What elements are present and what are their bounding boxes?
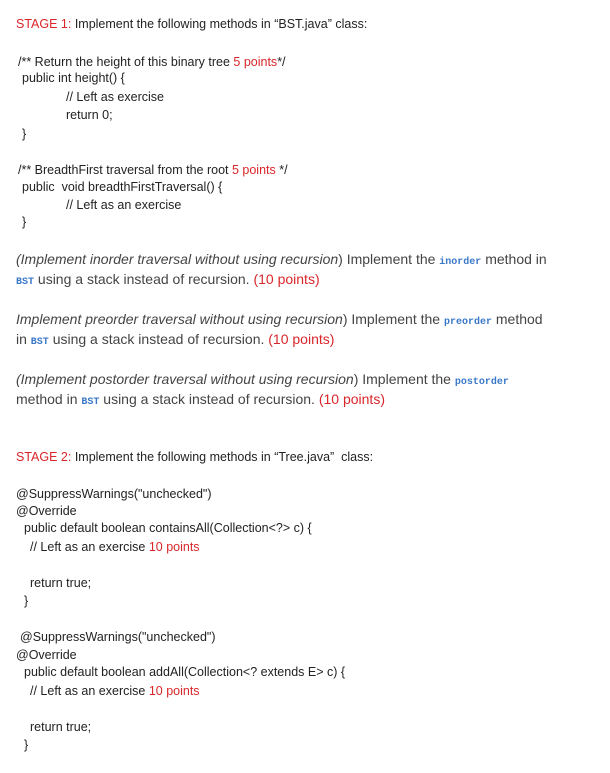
preorder-tail: using a stack instead of recursion. <box>48 331 269 347</box>
containsall-annotation-suppress: @SuppressWarnings("unchecked") <box>16 487 212 501</box>
containsall-annotation-override: @Override <box>16 504 77 518</box>
containsall-signature: public default boolean containsAll(Collection<?> c) { <box>24 521 312 535</box>
height-signature: public int height() { <box>22 71 125 85</box>
addall-signature: public default boolean addAll(Collection<? extends E> c) { <box>24 665 346 679</box>
addall-annotation-override: @Override <box>16 648 77 662</box>
postorder-lead: (Implement postorder traversal without using recursion <box>16 371 354 387</box>
bft-comment-end: */ <box>275 163 288 177</box>
inorder-code-method: inorder <box>439 257 482 268</box>
inorder-mid2: method in <box>481 251 547 267</box>
postorder-line2 <box>16 390 385 412</box>
height-body-comment: // Left as exercise <box>66 90 164 104</box>
postorder-pre2: method in <box>16 391 82 407</box>
preorder-line2 <box>16 330 334 352</box>
bft-close-brace: } <box>22 215 27 229</box>
stage2-heading <box>16 449 373 465</box>
preorder-code-method: preorder <box>443 317 492 328</box>
preorder-points: (10 points) <box>268 331 335 347</box>
containsall-close-brace: } <box>24 594 29 608</box>
height-comment-text: /** Return the height of this binary tree <box>18 55 234 69</box>
addall-comment <box>30 683 200 699</box>
preorder-pre2: in <box>16 331 31 347</box>
postorder-points: (10 points) <box>318 391 385 407</box>
stage1-heading-text: Implement the following methods in “BST.java” class: <box>71 17 368 31</box>
postorder-line1 <box>16 370 509 392</box>
containsall-return: return true; <box>30 576 92 590</box>
bft-comment <box>18 162 288 178</box>
addall-comment-text: // Left as an exercise <box>30 684 149 698</box>
preorder-code-class: BST <box>30 337 49 348</box>
bft-body-comment: // Left as an exercise <box>66 198 182 212</box>
postorder-tail: using a stack instead of recursion. <box>99 391 319 407</box>
inorder-line2 <box>16 270 320 292</box>
inorder-points: (10 points) <box>253 271 320 287</box>
height-body-return: return 0; <box>66 108 113 122</box>
height-comment <box>18 54 286 70</box>
addall-annotation-suppress: @SuppressWarnings("unchecked") <box>20 630 216 644</box>
height-close-brace: } <box>22 127 27 141</box>
addall-points: 10 points <box>148 684 200 698</box>
inorder-lead: (Implement inorder traversal without using recursion <box>16 251 339 267</box>
preorder-mid: ) Implement the <box>342 311 444 327</box>
postorder-code-method: postorder <box>454 377 509 388</box>
stage1-heading <box>16 16 367 32</box>
addall-return: return true; <box>30 720 92 734</box>
inorder-code-class: BST <box>16 277 35 288</box>
containsall-points: 10 points <box>148 540 200 554</box>
inorder-mid: ) Implement the <box>338 251 440 267</box>
addall-close-brace: } <box>24 738 29 752</box>
inorder-line1 <box>16 250 547 272</box>
preorder-mid2: method <box>491 311 543 327</box>
stage1-label: STAGE 1: <box>16 17 72 31</box>
postorder-mid: ) Implement the <box>353 371 455 387</box>
stage2-heading-text: Implement the following methods in “Tree.java” class: <box>71 450 374 464</box>
preorder-line1 <box>16 310 543 332</box>
stage2-label: STAGE 2: <box>16 450 72 464</box>
inorder-tail: using a stack instead of recursion. <box>34 271 254 287</box>
containsall-comment <box>30 539 200 555</box>
bft-signature: public void breadthFirstTraversal() { <box>22 180 223 194</box>
postorder-code-class: BST <box>81 397 100 408</box>
height-comment-end: */ <box>277 55 286 69</box>
preorder-lead: Implement preorder traversal without using recursion <box>16 311 343 327</box>
bft-points: 5 points <box>231 163 276 177</box>
height-points: 5 points <box>233 55 278 69</box>
containsall-comment-text: // Left as an exercise <box>30 540 149 554</box>
bft-comment-text: /** BreadthFirst traversal from the root <box>18 163 232 177</box>
